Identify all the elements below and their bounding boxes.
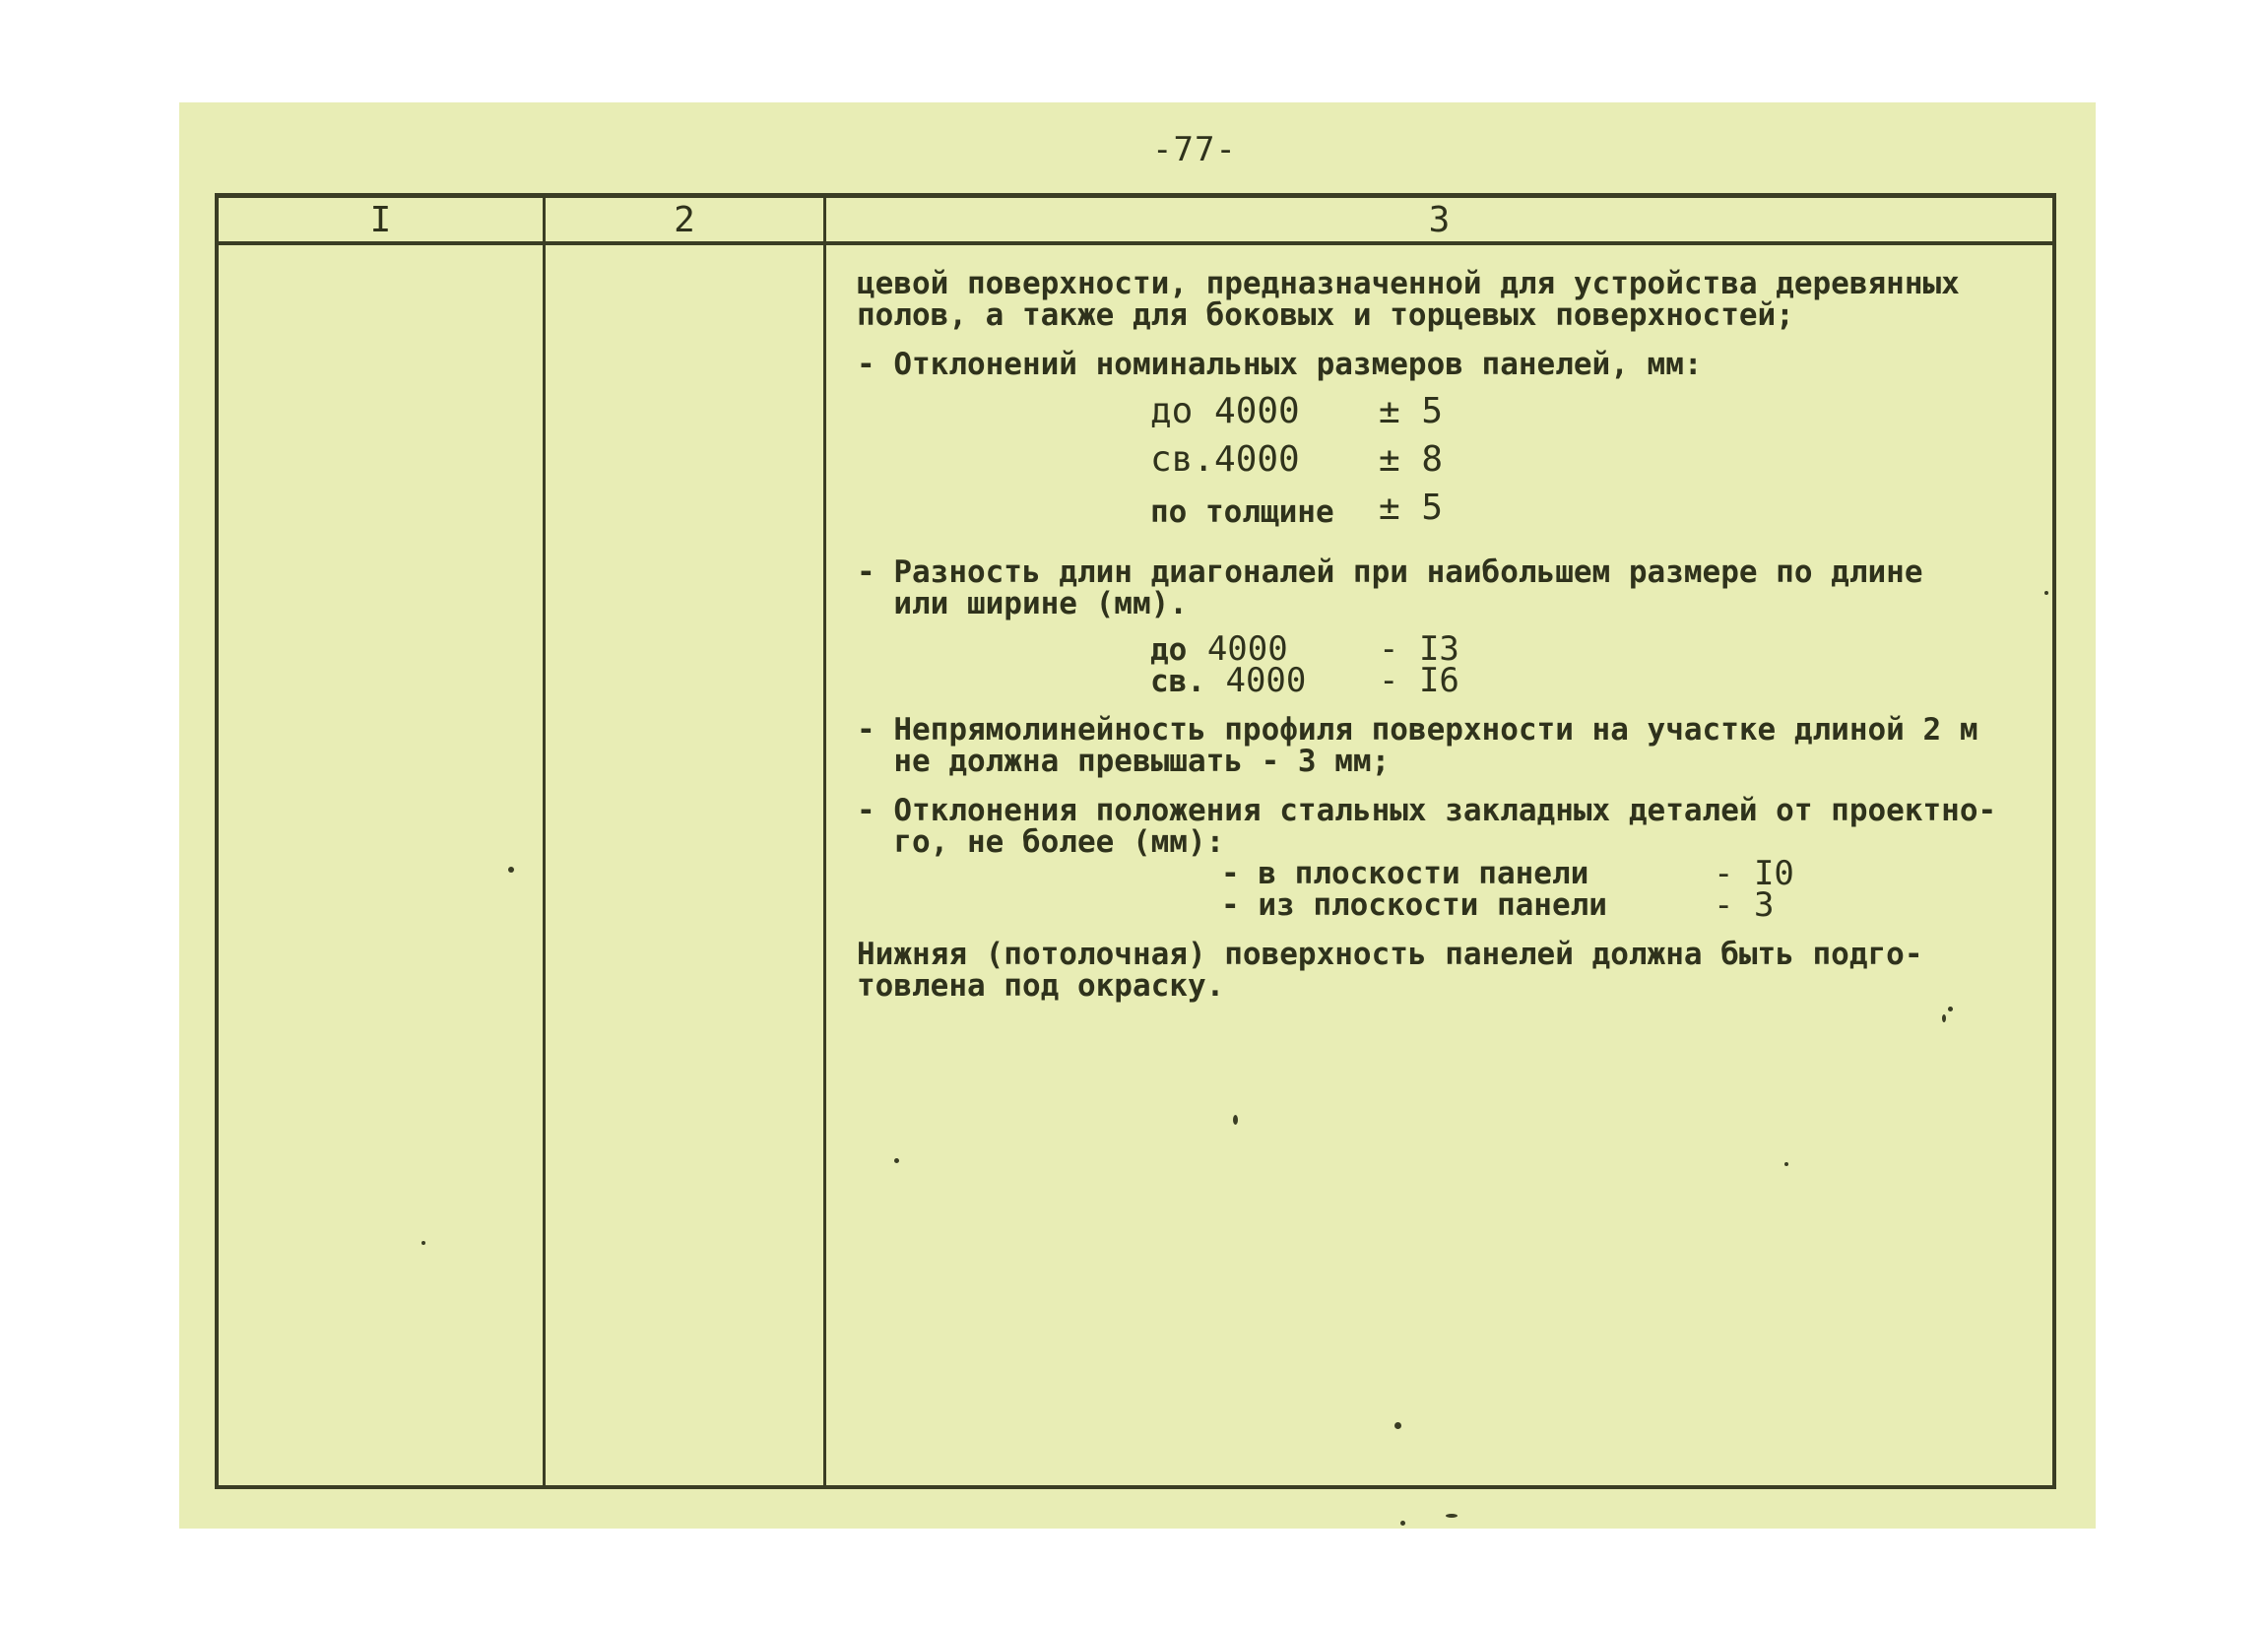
scan-speck xyxy=(1233,1115,1238,1125)
scan-speck xyxy=(1394,1422,1401,1429)
intro-line: цевой поверхности, предназначенной для устройства деревянных xyxy=(857,266,1960,301)
diagonal-row xyxy=(857,661,2039,700)
diagonal-label-value: 4000 xyxy=(1225,661,1307,700)
diagonal-heading: или ширине (мм). xyxy=(857,586,1188,621)
steel-parts-line: го, не более (мм): xyxy=(857,824,1225,860)
diagonal-value: - I6 xyxy=(1379,661,1459,700)
intro-line: полов, а также для боковых и торцевых поверхностей; xyxy=(857,297,1794,333)
dimension-label: до 4000 xyxy=(1150,391,1300,431)
steel-parts-line: - Отклонения положения стальных закладных деталей от проектно- xyxy=(857,793,1997,828)
column-header-2: 2 xyxy=(674,200,695,240)
scan-speck xyxy=(1446,1514,1458,1518)
diagonal-heading: - Разность длин диагоналей при наибольшем размере по длине xyxy=(857,554,1923,590)
scan-speck xyxy=(1942,1014,1946,1022)
table-header-row xyxy=(219,198,2052,245)
steel-item-label: - в плоскости панели xyxy=(1221,856,1589,891)
column-header-1: I xyxy=(369,200,392,240)
steel-item-row xyxy=(857,854,2039,893)
diagonal-label-prefix: св. xyxy=(1150,664,1205,699)
dimension-label: по толщине xyxy=(1150,494,1334,530)
column-3-text xyxy=(857,268,2039,1002)
page-number: -77- xyxy=(1152,130,1237,169)
column-divider xyxy=(823,198,826,1485)
dimension-value: ± 8 xyxy=(1379,439,1444,480)
column-header-3: 3 xyxy=(1428,200,1451,240)
scan-speck xyxy=(1948,1007,1953,1011)
straightness-line: - Непрямолинейность профиля поверхности на участке длиной 2 м xyxy=(857,712,1978,748)
scan-speck xyxy=(508,867,514,873)
scan-speck xyxy=(2044,591,2048,595)
scan-speck xyxy=(894,1158,899,1163)
diagonal-label-value: 4000 xyxy=(1206,629,1288,669)
dimensions-heading: - Отклонений номинальных размеров панелей, мм: xyxy=(857,347,1703,382)
steel-item-value: - I0 xyxy=(1714,854,1794,893)
scan-speck xyxy=(1400,1521,1405,1526)
steel-item-value: - 3 xyxy=(1714,885,1775,925)
steel-item-row xyxy=(857,885,2039,925)
dimension-row xyxy=(857,391,2039,442)
final-note-line: товлена под окраску. xyxy=(857,968,1225,1004)
column-divider xyxy=(543,198,546,1485)
dimension-row xyxy=(857,490,2039,539)
diagonal-label xyxy=(1150,661,1307,700)
scan-speck xyxy=(1784,1162,1788,1166)
straightness-line: не должна превышать - 3 мм; xyxy=(857,744,1391,779)
final-note-line: Нижняя (потолочная) поверхность панелей должна быть подго- xyxy=(857,937,1923,972)
scan-speck xyxy=(421,1241,425,1245)
dimension-row xyxy=(857,439,2039,490)
diagonal-value: - I3 xyxy=(1379,629,1459,669)
dimension-value: ± 5 xyxy=(1379,391,1444,431)
dimension-label: св.4000 xyxy=(1150,439,1300,480)
steel-item-label: - из плоскости панели xyxy=(1221,887,1607,923)
diagonal-label-prefix: до xyxy=(1150,632,1188,668)
dimension-value: ± 5 xyxy=(1379,488,1444,528)
